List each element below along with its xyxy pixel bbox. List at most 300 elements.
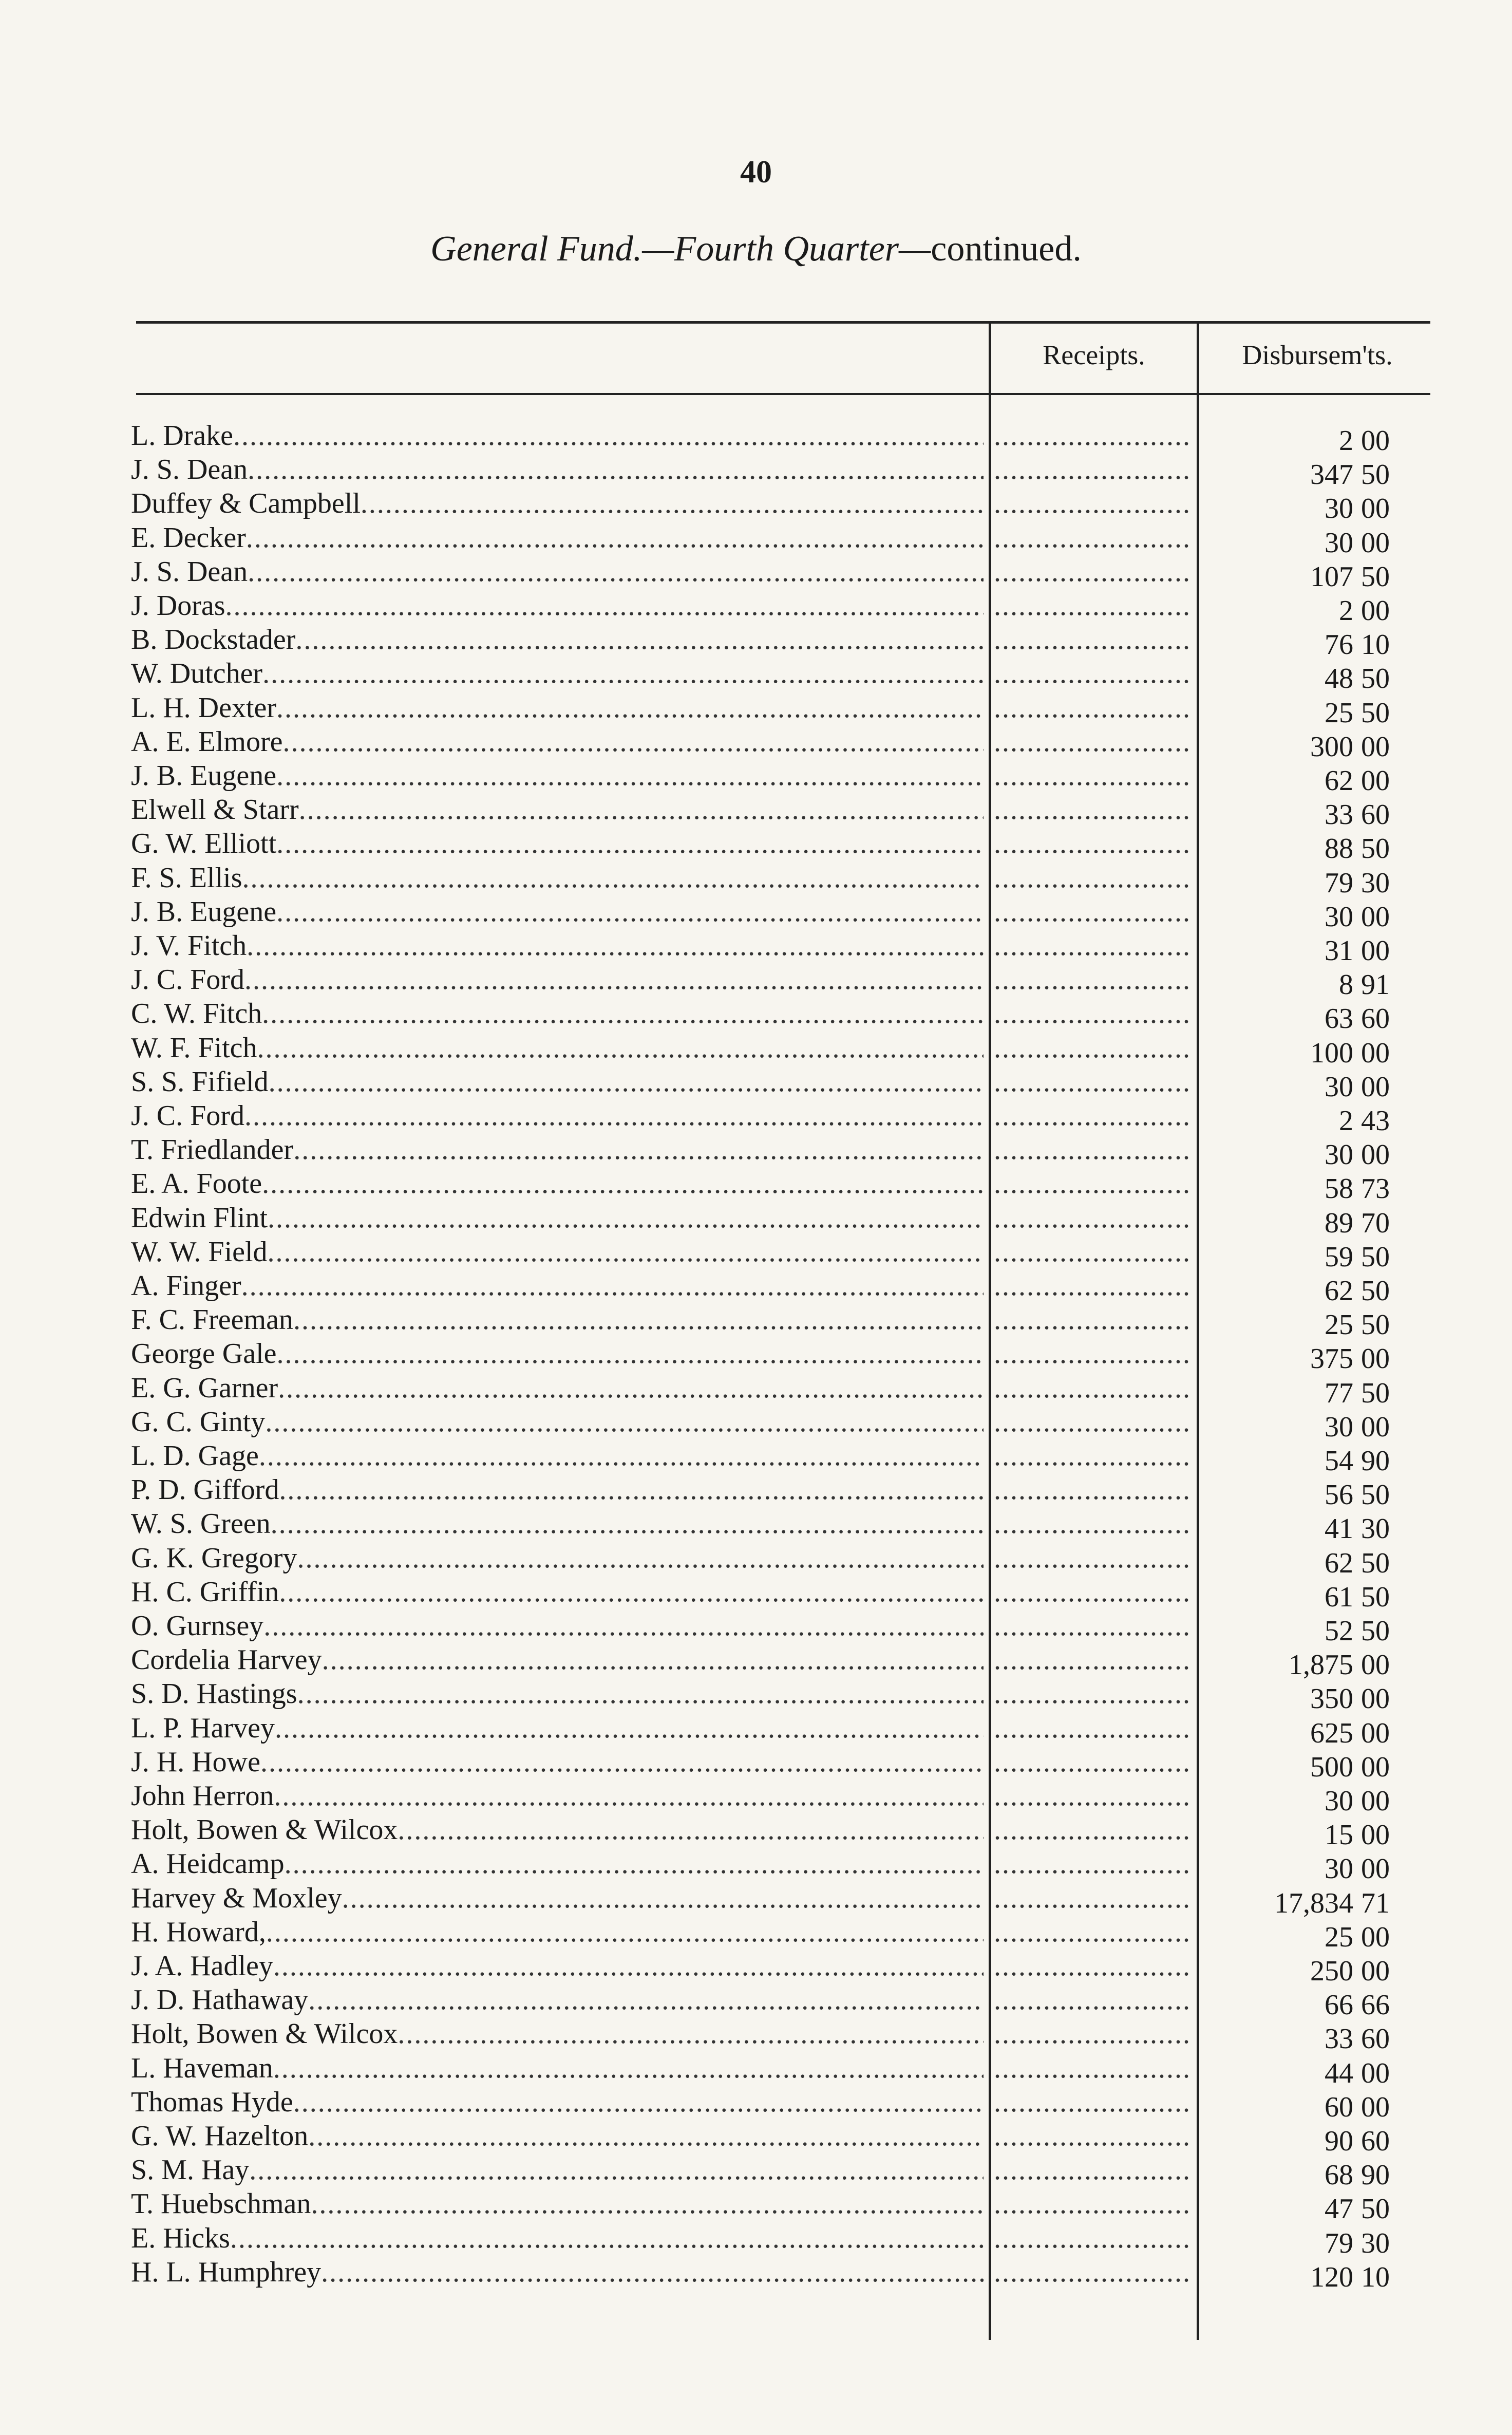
table-row [0,997,1512,1035]
receipts-cell [994,1541,1192,1575]
receipts-cell [994,1881,1192,1915]
payee-name-text: E. Hicks [131,2222,230,2254]
disbursement-cents: 60 [1361,2125,1390,2157]
payee-name [131,1745,984,1779]
receipts-cell [994,963,1192,997]
disbursement-cents: 50 [1361,1377,1390,1409]
receipts-cell [994,1745,1192,1779]
receipts-cell [994,1337,1192,1371]
payee-name-text: George Gale [131,1338,277,1370]
receipts-cell [994,1405,1192,1439]
receipts-cell [994,1099,1192,1133]
payee-name-text: L. Drake [131,420,234,452]
payee-name-text: G. C. Ginty [131,1406,266,1438]
payee-name [131,2187,984,2221]
receipts-cell [994,2153,1192,2187]
receipts-cell [994,1133,1192,1167]
receipts-cell [994,2119,1192,2153]
disbursement-cents: 91 [1361,969,1390,1001]
payee-name [131,589,984,623]
payee-name [131,691,984,725]
receipts-cell [994,1915,1192,1949]
table-row [0,1235,1512,1273]
payee-name-text: Holt, Bowen & Wilcox [131,1814,398,1846]
table-row [0,2085,1512,2123]
payee-name-text: W. S. Green [131,1508,271,1540]
receipts-cell [994,2255,1192,2289]
payee-name [131,2051,984,2085]
disbursement-dollars: 25 [1325,1309,1353,1341]
payee-name [131,1609,984,1643]
disbursement-dollars: 25 [1325,1921,1353,1953]
table-row [0,2017,1512,2055]
disbursement-cents: 00 [1361,1343,1390,1375]
payee-name-text: P. D. Gifford [131,1474,279,1506]
payee-name-text: A. Finger [131,1270,241,1302]
payee-name-text: L. P. Harvey [131,1712,275,1744]
payee-name [131,1881,984,1915]
disbursement-dollars: 2 [1339,1105,1353,1137]
payee-name-text: E. A. Foote [131,1168,262,1200]
payee-name [131,1847,984,1881]
payee-name [131,1371,984,1405]
table-row [0,861,1512,899]
disbursement-cents: 00 [1361,1411,1390,1443]
disbursement-cents: 00 [1361,1785,1390,1817]
payee-name [131,1643,984,1677]
payee-name-text: H. Howard, [131,1916,266,1948]
table-row [0,657,1512,695]
table-row [0,2051,1512,2089]
payee-name-text: J. C. Ford [131,1100,244,1132]
disbursement-cents: 50 [1361,1547,1390,1579]
table-row [0,1337,1512,1375]
table-row [0,1813,1512,1851]
disbursement-dollars: 54 [1325,1445,1353,1477]
disbursement-cents: 00 [1361,1921,1390,1953]
table-row [0,725,1512,763]
page-number: 40 [740,155,772,190]
receipts-cell [994,623,1192,657]
receipts-cell [994,1371,1192,1405]
disbursement-cents: 00 [1361,1717,1390,1749]
disbursement-dollars: 30 [1325,493,1353,525]
table-row [0,1473,1512,1511]
payee-name [131,2221,984,2255]
receipts-cell [994,1507,1192,1541]
disbursement-cents: 00 [1361,1955,1390,1987]
disbursement-dollars: 58 [1325,1173,1353,1205]
disbursement-dollars: 48 [1325,663,1353,695]
payee-name [131,1983,984,2017]
disbursement-dollars: 60 [1325,2091,1353,2123]
table-row [0,1745,1512,1783]
disbursement-cents: 10 [1361,629,1390,661]
payee-name [131,1133,984,1167]
table-row [0,929,1512,967]
disbursement-cents: 71 [1361,1887,1390,1919]
disbursement-dollars: 62 [1325,1275,1353,1307]
payee-name-text: B. Dockstader [131,624,296,656]
payee-name [131,895,984,929]
payee-name-text: A. E. Elmore [131,725,283,758]
table-row [0,691,1512,729]
disbursement-dollars: 62 [1325,1547,1353,1579]
disbursement-dollars: 90 [1325,2125,1353,2157]
disbursement-cents: 00 [1361,493,1390,525]
receipts-cell [994,589,1192,623]
table-row [0,1711,1512,1749]
disbursement-dollars: 30 [1325,901,1353,933]
payee-name [131,1779,984,1813]
table-row [0,1609,1512,1647]
table-row [0,486,1512,525]
table-row [0,1575,1512,1613]
disbursement-dollars: 33 [1325,2023,1353,2055]
receipts-cell [994,691,1192,725]
disbursement-cents: 50 [1361,560,1390,593]
disbursement-dollars: 61 [1325,1581,1353,1613]
disbursement-dollars: 300 [1310,730,1353,763]
payee-name-text: Harvey & Moxley [131,1882,342,1914]
disbursement-dollars: 56 [1325,1479,1353,1511]
receipts-cell [994,2017,1192,2051]
disbursement-dollars: 31 [1325,935,1353,967]
table-row [0,1915,1512,1953]
payee-name [131,827,984,860]
disbursement-cents: 00 [1361,2057,1390,2089]
receipts-cell [994,793,1192,827]
disbursement-cents: 60 [1361,799,1390,831]
disbursement-cents: 00 [1361,730,1390,763]
receipts-cell [994,453,1192,486]
disbursement-cents: 50 [1361,833,1390,865]
payee-name-text: Thomas Hyde [131,2086,293,2118]
disbursement-cents: 90 [1361,2159,1390,2192]
receipts-cell [994,2051,1192,2085]
payee-name [131,2255,984,2289]
payee-name-text: G. K. Gregory [131,1542,297,1574]
payee-name-text: E. G. Garner [131,1372,278,1404]
disbursement-cents: 00 [1361,1683,1390,1715]
disbursement-dollars: 79 [1325,867,1353,899]
payee-name [131,1235,984,1269]
payee-name-text: J. C. Ford [131,964,244,996]
disbursement-dollars: 66 [1325,1989,1353,2021]
disbursement-cents: 50 [1361,2193,1390,2225]
payee-name [131,2085,984,2119]
table-row [0,793,1512,831]
disbursement-dollars: 44 [1325,2057,1353,2089]
payee-name-text: S. D. Hastings [131,1678,297,1710]
disbursement-cents: 00 [1361,901,1390,933]
payee-name [131,1303,984,1337]
disbursement-cents: 00 [1361,765,1390,797]
payee-name [131,1269,984,1303]
disbursement-cents: 10 [1361,2261,1390,2293]
payee-name [131,1507,984,1541]
receipts-cell [994,1065,1192,1099]
disbursement-dollars: 30 [1325,1411,1353,1443]
disbursement-dollars: 8 [1339,969,1353,1001]
disbursement-dollars: 350 [1310,1683,1353,1715]
payee-name [131,1711,984,1745]
payee-name-text: Duffey & Campbell [131,488,361,520]
disbursement-cents: 50 [1361,663,1390,695]
table-row [0,759,1512,797]
heading-italic: General Fund.—Fourth Quarter— [430,229,931,269]
payee-name [131,1575,984,1609]
payee-name [131,1337,984,1371]
payee-name-text: T. Huebschman [131,2188,311,2220]
disbursement-cents: 00 [1361,1139,1390,1171]
disbursement-dollars: 25 [1325,697,1353,729]
table-row [0,1031,1512,1069]
table-row [0,1065,1512,1103]
payee-name [131,1915,984,1949]
payee-name-text: L. H. Dexter [131,691,277,724]
table-row [0,1643,1512,1681]
disbursement-cents: 50 [1361,1581,1390,1613]
table-row [0,1541,1512,1579]
table-row [0,2153,1512,2192]
receipts-cell [994,2221,1192,2255]
payee-name [131,1439,984,1473]
receipts-cell [994,1201,1192,1235]
payee-name-text: G. W. Hazelton [131,2120,309,2152]
payee-name-text: J. A. Hadley [131,1950,273,1982]
table-row [0,1133,1512,1171]
receipts-cell [994,997,1192,1031]
table-row [0,1507,1512,1545]
receipts-cell [994,1235,1192,1269]
table-row [0,2187,1512,2225]
receipts-cell [994,1643,1192,1677]
receipts-cell [994,1269,1192,1303]
disbursement-dollars: 33 [1325,799,1353,831]
receipts-cell [994,1473,1192,1507]
receipts-cell [994,1031,1192,1065]
receipts-cell [994,929,1192,963]
table-row [0,963,1512,1001]
receipts-cell [994,1813,1192,1847]
disbursements-column-header: Disbursem'ts. [1242,340,1393,370]
page-heading [0,229,1512,270]
table-row [0,1371,1512,1409]
disbursement-dollars: 76 [1325,629,1353,661]
disbursement-dollars: 59 [1325,1241,1353,1273]
receipts-cell [994,725,1192,759]
payee-name [131,1949,984,1983]
table-row [0,521,1512,559]
payee-name-text: J. S. Dean [131,555,248,588]
receipts-cell [994,1167,1192,1201]
receipts-cell [994,521,1192,555]
payee-name-text: A. Heidcamp [131,1848,285,1880]
table-row [0,419,1512,457]
disbursement-dollars: 63 [1325,1003,1353,1035]
disbursement-dollars: 500 [1310,1751,1353,1783]
table-row [0,1949,1512,1987]
receipts-cell [994,1439,1192,1473]
payee-name-text: F. C. Freeman [131,1304,293,1336]
disbursement-dollars: 52 [1325,1615,1353,1647]
payee-name [131,2119,984,2153]
heading-continued: continued. [931,229,1082,269]
receipts-cell [994,1711,1192,1745]
disbursement-cents: 00 [1361,2091,1390,2123]
disbursement-cents: 00 [1361,1751,1390,1783]
receipts-cell [994,1983,1192,2017]
receipts-cell [994,1677,1192,1711]
payee-name-text: H. L. Humphrey [131,2256,322,2288]
disbursement-dollars: 88 [1325,833,1353,865]
table-row [0,2119,1512,2157]
payee-name [131,521,984,555]
payee-name-text: J. B. Eugene [131,760,277,792]
payee-name-text: W. W. Field [131,1235,268,1268]
receipts-cell [994,1303,1192,1337]
table-row [0,1167,1512,1205]
payee-name-text: F. S. Ellis [131,861,242,894]
payee-name [131,657,984,690]
payee-name-text: Elwell & Starr [131,794,299,826]
receipts-cell [994,1847,1192,1881]
table-row [0,1779,1512,1817]
disbursement-cents: 50 [1361,1275,1390,1307]
disbursement-dollars: 30 [1325,1071,1353,1103]
payee-name-text: John Herron [131,1780,274,1812]
disbursement-dollars: 62 [1325,765,1353,797]
disbursement-cents: 00 [1361,595,1390,627]
receipts-cell [994,2085,1192,2119]
payee-name [131,555,984,589]
payee-name-text: T. Friedlander [131,1134,294,1166]
payee-name [131,623,984,657]
payee-name-text: L. D. Gage [131,1440,259,1472]
disbursement-cents: 60 [1361,1003,1390,1035]
payee-name-text: J. S. Dean [131,454,248,486]
receipts-cell [994,1779,1192,1813]
disbursement-cents: 70 [1361,1207,1390,1239]
table-row [0,1269,1512,1307]
disbursement-cents: 66 [1361,1989,1390,2021]
receipts-cell [994,895,1192,929]
receipts-cell [994,486,1192,520]
disbursement-cents: 00 [1361,1037,1390,1069]
disbursement-cents: 00 [1361,935,1390,967]
disbursement-cents: 30 [1361,867,1390,899]
disbursement-dollars: 15 [1325,1819,1353,1851]
disbursement-cents: 50 [1361,1241,1390,1273]
disbursement-cents: 43 [1361,1105,1390,1137]
payee-name [131,997,984,1031]
receipts-cell [994,1575,1192,1609]
payee-name [131,963,984,997]
receipts-cell [994,861,1192,895]
payee-name [131,793,984,827]
disbursement-dollars: 2 [1339,595,1353,627]
payee-name-text: Cordelia Harvey [131,1644,322,1676]
table-row [0,589,1512,627]
payee-name-text: S. S. Fifield [131,1065,269,1098]
table-row [0,895,1512,933]
table-header-rule [136,393,1430,395]
disbursement-dollars: 250 [1310,1955,1353,1987]
disbursement-dollars: 30 [1325,1785,1353,1817]
receipts-cell [994,657,1192,690]
disbursement-cents: 00 [1361,1853,1390,1885]
disbursement-dollars: 625 [1310,1717,1353,1749]
payee-name [131,1677,984,1711]
disbursement-cents: 50 [1361,1615,1390,1647]
table-row [0,623,1512,661]
payee-name-text: J. V. Fitch [131,930,247,962]
table-row [0,1303,1512,1341]
receipts-cell [994,827,1192,860]
payee-name-text: E. Decker [131,521,246,554]
disbursement-cents: 00 [1361,527,1390,559]
disbursement-dollars: 47 [1325,2193,1353,2225]
payee-name [131,1167,984,1201]
disbursement-dollars: 68 [1325,2159,1353,2192]
disbursement-dollars: 107 [1310,560,1353,593]
receipts-cell [994,2187,1192,2221]
table-row [0,827,1512,865]
payee-name-text: G. W. Elliott [131,828,277,860]
disbursement-cents: 90 [1361,1445,1390,1477]
table-row [0,2255,1512,2293]
payee-name-text: H. C. Griffin [131,1576,279,1608]
disbursement-cents: 00 [1361,1071,1390,1103]
payee-name-text: Holt, Bowen & Wilcox [131,2018,398,2050]
disbursement-dollars: 77 [1325,1377,1353,1409]
payee-name [131,1099,984,1133]
payee-name [131,1813,984,1847]
payee-name [131,486,984,520]
payee-name [131,1541,984,1575]
disbursement-cents: 00 [1361,1819,1390,1851]
table-row [0,453,1512,491]
disbursement-dollars: 79 [1325,2227,1353,2259]
disbursement-cents: 50 [1361,697,1390,729]
disbursement-dollars: 30 [1325,1139,1353,1171]
table-top-rule [136,321,1430,324]
disbursement-cents: 60 [1361,2023,1390,2055]
payee-name-text: C. W. Fitch [131,998,262,1030]
payee-name [131,1405,984,1439]
receipts-cell [994,419,1192,453]
table-row [0,1881,1512,1919]
payee-name [131,1473,984,1507]
disbursement-dollars: 89 [1325,1207,1353,1239]
table-row [0,1677,1512,1715]
payee-name-text: W. F. Fitch [131,1032,257,1064]
receipts-cell [994,555,1192,589]
payee-name [131,759,984,793]
disbursement-dollars: 100 [1310,1037,1353,1069]
payee-name [131,725,984,759]
disbursement-cents: 73 [1361,1173,1390,1205]
disbursement-cents: 00 [1361,425,1390,457]
disbursement-dollars: 375 [1310,1343,1353,1375]
receipts-cell [994,759,1192,793]
table-row [0,1983,1512,2021]
table-row [0,1847,1512,1885]
disbursement-dollars: 30 [1325,1853,1353,1885]
disbursement-dollars: 17,834 [1274,1887,1353,1919]
table-row [0,2221,1512,2259]
